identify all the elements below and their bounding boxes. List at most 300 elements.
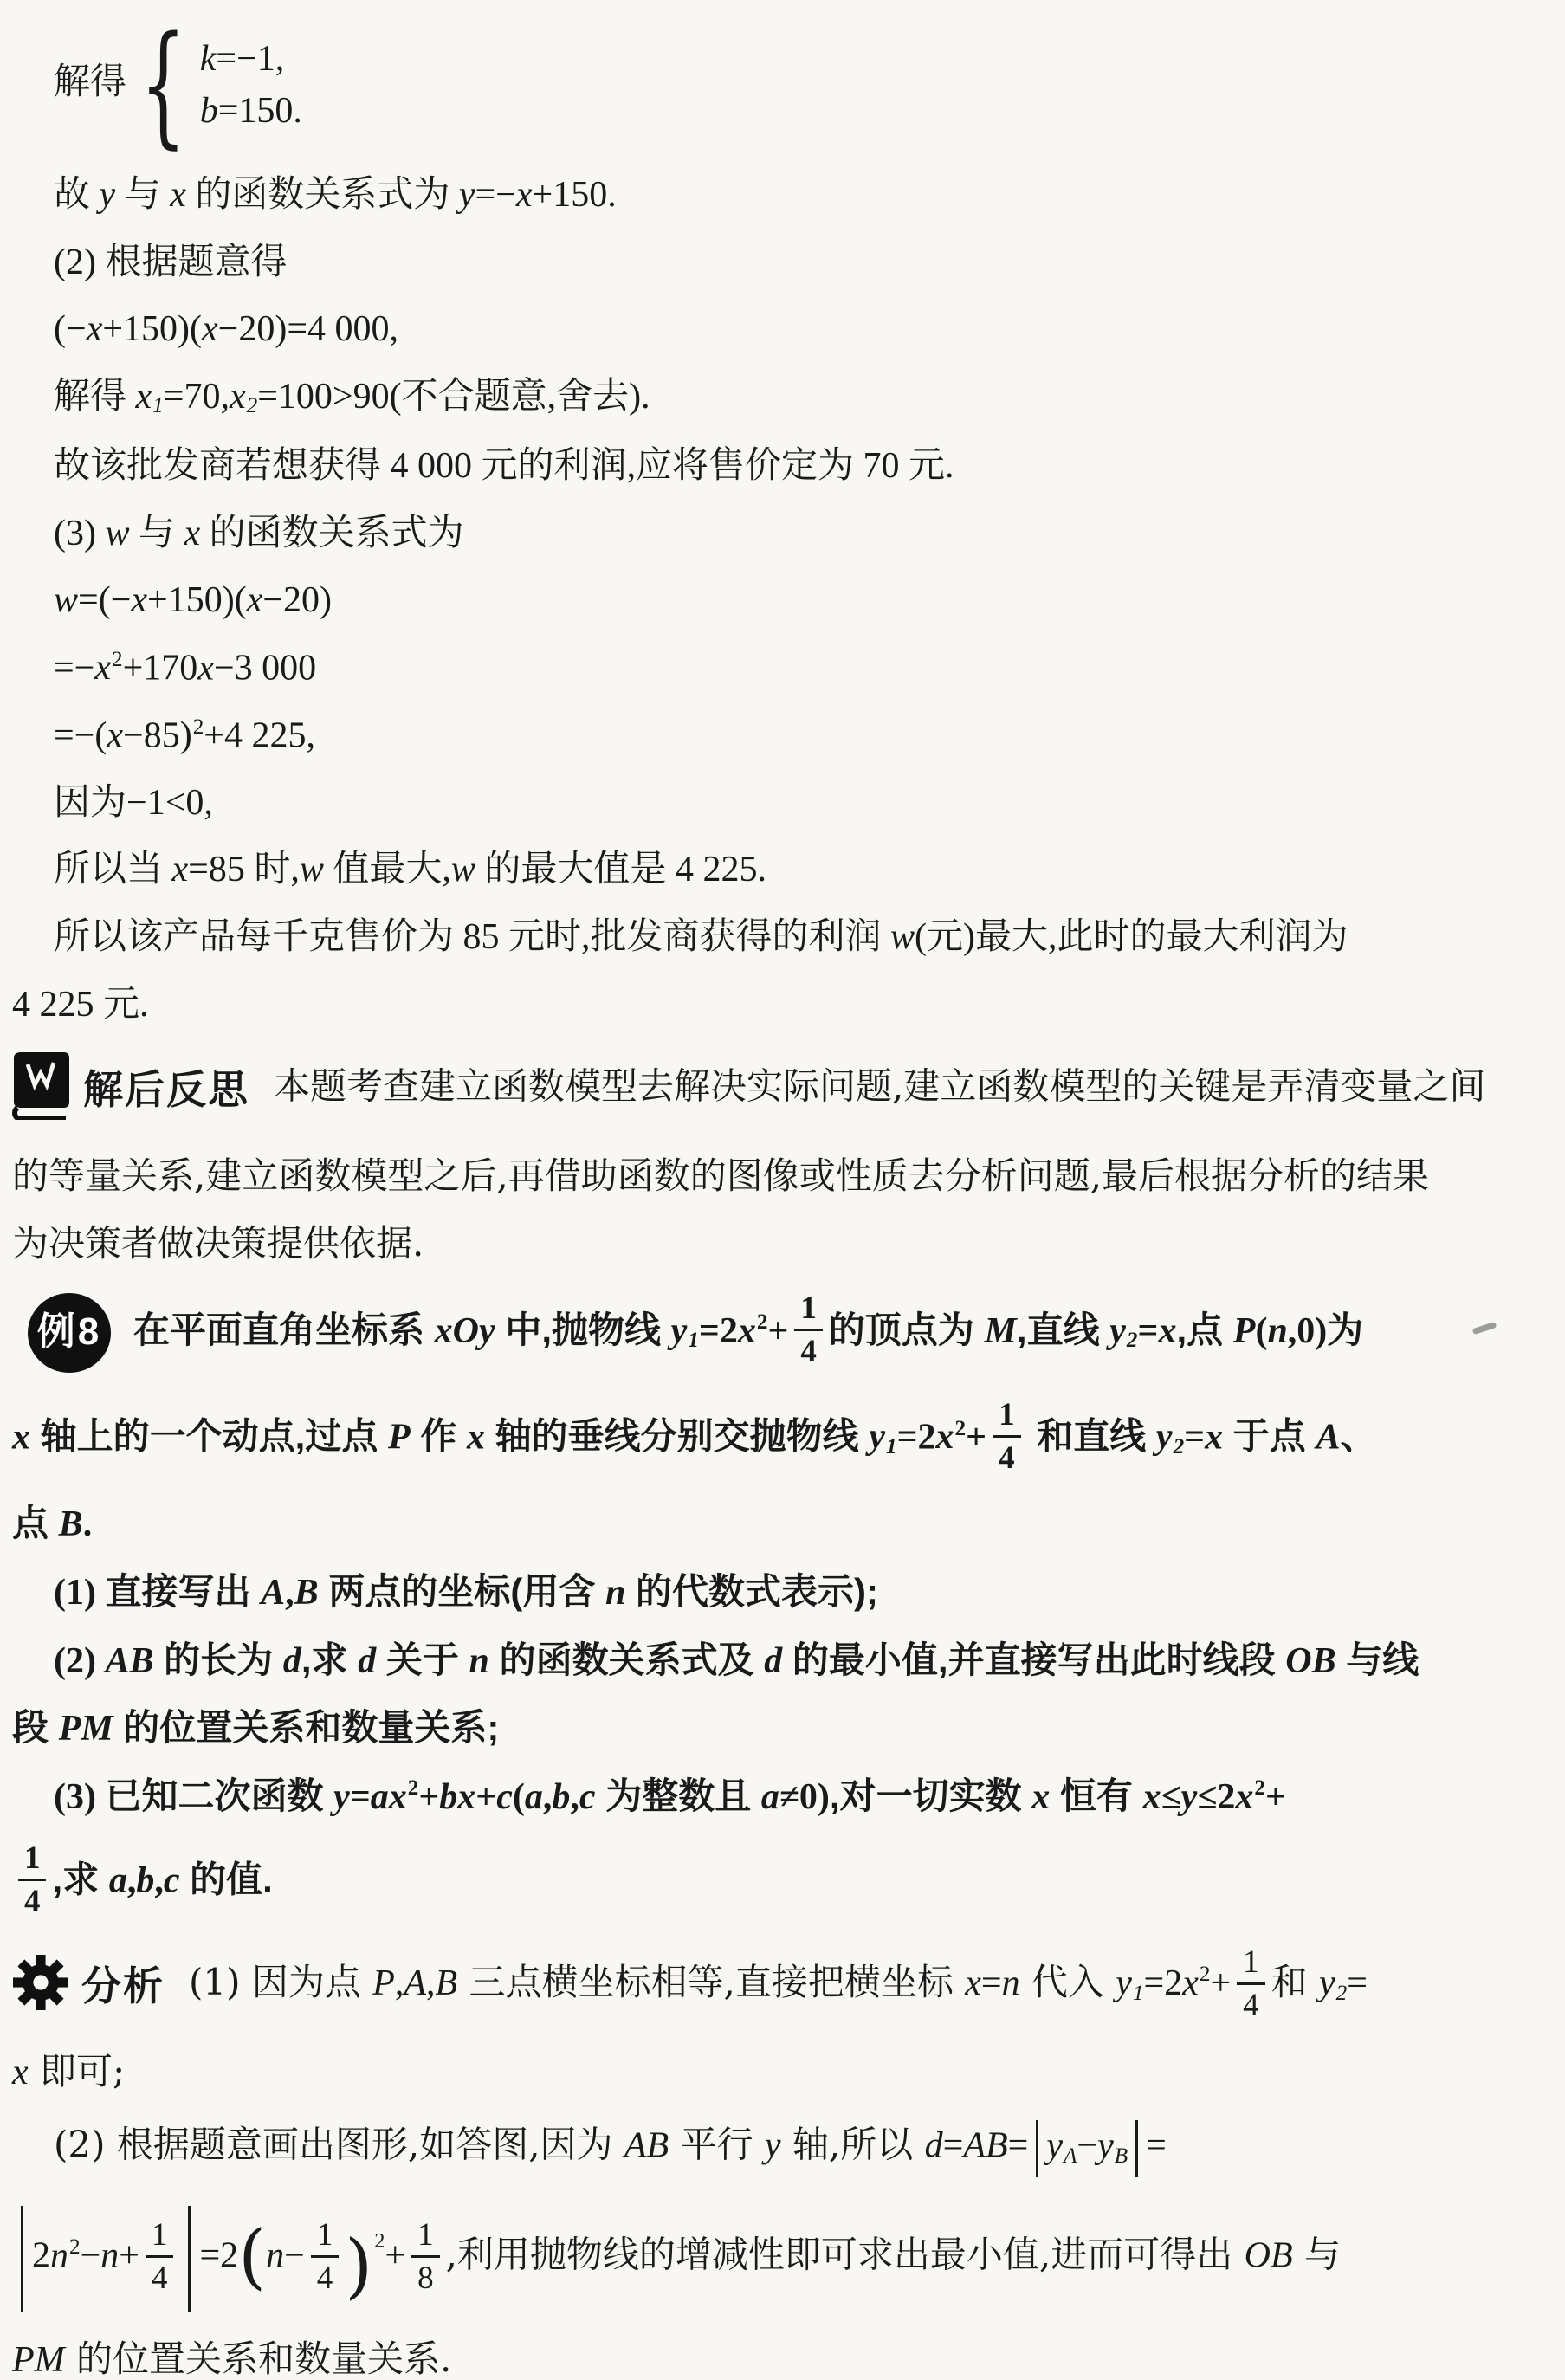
subscript: 2 xyxy=(1335,1981,1348,2005)
math-variable: a xyxy=(524,1776,543,1817)
text-run: 的代数式表示); xyxy=(625,1571,879,1612)
math-run: (− xyxy=(54,309,87,350)
solution-line xyxy=(12,514,1556,553)
math-run: ( xyxy=(512,1776,525,1817)
math-run: 2 xyxy=(32,2236,50,2277)
denominator: 4 xyxy=(316,2259,333,2295)
math-run: =100>90 xyxy=(257,376,390,417)
math-run: (3) xyxy=(54,513,106,553)
math-run: , xyxy=(426,1963,436,2004)
analysis-line xyxy=(12,2120,1556,2177)
problem-line xyxy=(12,1504,1556,1544)
math-run: , xyxy=(542,1776,553,1817)
problem-line xyxy=(12,1573,1556,1613)
math-run: +150)( xyxy=(102,309,203,350)
math-variable: PM xyxy=(12,2340,65,2380)
math-variable: a xyxy=(370,1776,389,1817)
numerator: 1 xyxy=(146,2219,173,2258)
math-variable: $x^2$ xyxy=(1235,1775,1265,1817)
superscript: 2 xyxy=(374,2229,385,2254)
subscript: 2 xyxy=(1126,1329,1138,1353)
math-variable: a xyxy=(108,1860,127,1901)
fraction xyxy=(794,1292,822,1368)
math-variable: w xyxy=(299,850,324,890)
math-variable: AB xyxy=(963,2126,1008,2167)
math-variable: $x^2$ xyxy=(94,647,123,689)
formula-line xyxy=(12,649,1556,688)
text-run: (元)最大,此时的最大利润为 xyxy=(915,917,1348,957)
text-run: 所以该产品每千克售价为 xyxy=(54,917,463,957)
math-run: ( xyxy=(1255,1310,1268,1351)
text-run: ,对一切实数 xyxy=(829,1775,1032,1816)
math-variable: x xyxy=(1031,1776,1051,1817)
math-variable: M xyxy=(984,1310,1017,1351)
reflection-line xyxy=(12,1222,1556,1265)
solution-line xyxy=(12,850,1556,889)
reflection-heading xyxy=(12,1052,1556,1129)
text-run: 的长为 xyxy=(153,1639,283,1680)
math-run: , xyxy=(154,1860,164,1901)
text-run xyxy=(191,40,302,131)
math-variable: c xyxy=(579,1776,596,1817)
text-run: 三点横坐标相等,直接把横坐标 xyxy=(457,1961,966,2004)
text-run: ( xyxy=(238,2215,267,2299)
subscript: 2 xyxy=(246,394,258,418)
math-variable: x xyxy=(131,580,148,621)
math-variable: xOy xyxy=(434,1310,495,1351)
math-run: ≠0) xyxy=(779,1776,830,1817)
numerator: 1 xyxy=(1237,1946,1264,1985)
math-variable: y2 xyxy=(1155,1417,1185,1458)
math-run: , xyxy=(126,1860,137,1901)
math-variable: n xyxy=(1267,1310,1288,1351)
absolute-value-bar xyxy=(21,2206,23,2312)
text-run: 元的利润,应将售价定为 xyxy=(481,446,863,487)
math-run: ≤ xyxy=(1161,1776,1181,1817)
text-run: 点 xyxy=(12,1503,59,1544)
text-run: 值最大, xyxy=(323,850,451,890)
text-run: 作 xyxy=(410,1415,468,1457)
text-run: 即可; xyxy=(28,2049,126,2092)
section-label: 分析 xyxy=(81,1963,165,2009)
math-variable: x1 xyxy=(135,376,164,418)
text-run: 所以当 xyxy=(54,850,172,890)
subscript: 1 xyxy=(1132,1981,1144,2005)
problem-line xyxy=(12,1840,1556,1920)
math-variable: x xyxy=(467,1417,486,1458)
math-run: =− xyxy=(475,175,516,216)
text-run: ) xyxy=(345,2225,373,2308)
text-run: 、 xyxy=(1340,1415,1377,1457)
math-variable: B xyxy=(294,1573,319,1613)
math-variable: B xyxy=(435,1963,458,2004)
equation-row xyxy=(200,40,302,79)
math-variable: d xyxy=(358,1640,377,1681)
math-variable: x xyxy=(86,309,103,350)
text-run: 时, xyxy=(254,850,300,890)
math-run: −1<0, xyxy=(126,782,213,823)
math-variable: OB xyxy=(1285,1640,1336,1681)
book-icon xyxy=(12,1052,71,1129)
math-variable: x xyxy=(184,513,201,553)
problem-line xyxy=(12,1641,1556,1681)
fraction xyxy=(18,1842,46,1918)
text-run: 的函数关系式为 xyxy=(185,175,459,216)
formula-line xyxy=(12,581,1556,620)
math-variable: x xyxy=(1158,1310,1177,1351)
math-run: =−( xyxy=(54,715,107,756)
denominator: 4 xyxy=(800,1333,817,1369)
fraction xyxy=(311,2215,339,2295)
math-run: =− xyxy=(54,648,95,689)
text-run: 于点 xyxy=(1223,1415,1316,1457)
math-variable: B xyxy=(58,1504,83,1545)
text-run: 与线 xyxy=(1335,1639,1419,1680)
math-run: , xyxy=(394,1963,404,2004)
superscript: 2 xyxy=(112,647,123,671)
big-paren xyxy=(345,2225,385,2308)
superscript: 2 xyxy=(69,2235,81,2260)
formula-line xyxy=(12,716,1556,755)
solution-line xyxy=(12,918,1556,957)
math-run: =150. xyxy=(217,91,302,132)
text-run: (2) 根据题意画出图形,如答图,因为 xyxy=(54,2124,624,2167)
solution-line xyxy=(12,243,1556,282)
text-run: 的位置关系和数量关系; xyxy=(113,1707,500,1749)
text-run: 代入 xyxy=(1019,1961,1116,2004)
text-run: 的函数关系式及 xyxy=(488,1639,765,1680)
absolute-value-bar xyxy=(1135,2120,1138,2177)
math-variable: $x^2$ xyxy=(388,1775,419,1817)
math-variable: x xyxy=(197,648,214,689)
big-paren xyxy=(238,2215,267,2299)
math-run: 70 xyxy=(863,446,909,487)
text-run: 与 xyxy=(115,175,171,216)
text-run: 关于 xyxy=(376,1639,469,1680)
subscript: 1 xyxy=(152,394,164,418)
problem-line xyxy=(12,1777,1556,1817)
math-run: = xyxy=(942,2126,964,2167)
numerator: 1 xyxy=(18,1842,46,1881)
example-badge: 例8 xyxy=(28,1293,111,1373)
solution-line xyxy=(12,378,1556,418)
fraction xyxy=(411,2215,439,2295)
math-variable: x xyxy=(515,175,533,216)
math-variable: $x^2$ xyxy=(737,1310,768,1351)
text-run: 元时,批发商获得的利润 xyxy=(508,917,891,957)
analysis-heading xyxy=(12,1943,1556,2024)
fraction xyxy=(993,1395,1020,1475)
math-run: (2) xyxy=(54,242,106,282)
math-variable: AB xyxy=(105,1640,154,1681)
solution-line xyxy=(12,447,1556,486)
math-variable: x xyxy=(1142,1776,1161,1817)
math-variable: n xyxy=(1001,1963,1020,2004)
solution-line xyxy=(12,784,1556,823)
text-run: ,利用抛物线的增减性即可求出最小值,进而可得出 xyxy=(445,2234,1245,2277)
subscript: 2 xyxy=(1173,1434,1185,1458)
math-run: + xyxy=(966,1417,987,1458)
math-variable: b xyxy=(199,91,218,132)
text-run: 的函数关系式为 xyxy=(200,513,464,553)
math-run: + xyxy=(1210,1963,1232,2004)
math-run: −3 000 xyxy=(213,648,317,689)
math-run: −20)=4 000, xyxy=(217,309,399,350)
math-run: = xyxy=(980,1963,1002,2004)
math-variable: $x^2$ xyxy=(1182,1963,1211,2004)
math-variable: P xyxy=(372,1963,395,2004)
math-variable: x xyxy=(107,715,124,756)
math-variable: P xyxy=(388,1417,411,1458)
math-variable: x xyxy=(12,2052,29,2092)
text-run: ,点 xyxy=(1176,1309,1233,1350)
system-brace: { xyxy=(139,8,186,161)
reflection-line xyxy=(12,1154,1556,1197)
subscript: 1 xyxy=(886,1434,897,1458)
math-variable: d xyxy=(282,1640,301,1681)
gear-icon xyxy=(12,1954,69,2020)
math-run: = xyxy=(1347,1963,1368,2004)
math-run: =2 xyxy=(698,1310,738,1351)
math-run: +4 225, xyxy=(204,715,315,756)
subscript: B xyxy=(1114,2144,1128,2168)
math-run: =85 xyxy=(188,850,255,890)
text-run: 的最大值是 xyxy=(475,850,676,890)
text-run: 为 xyxy=(1327,1309,1364,1350)
math-run: = xyxy=(1184,1417,1206,1458)
superscript: 2 xyxy=(1199,1963,1211,1987)
math-run: − xyxy=(284,2236,305,2277)
math-run: −85 xyxy=(123,715,180,756)
math-variable: y xyxy=(458,175,475,216)
text-run: 和直线 xyxy=(1026,1415,1156,1457)
math-variable: n xyxy=(605,1573,626,1613)
absolute-value-bar xyxy=(1036,2120,1038,2177)
denominator: 8 xyxy=(417,2259,434,2295)
math-run: − xyxy=(1077,2126,1098,2167)
math-variable: A xyxy=(1316,1417,1341,1458)
denominator: 4 xyxy=(999,1439,1015,1475)
math-variable: b xyxy=(136,1860,155,1901)
math-variable: x xyxy=(171,850,189,890)
math-variable: A xyxy=(261,1573,286,1613)
text-run: 故 xyxy=(54,175,100,216)
text-run: (1) 因为点 xyxy=(189,1961,373,2004)
math-run: = xyxy=(1007,2126,1029,2167)
math-run: , xyxy=(285,1573,294,1613)
solution-line xyxy=(12,986,1556,1025)
text-run: 的顶点为 xyxy=(828,1309,985,1350)
math-run: +170 xyxy=(122,648,198,689)
analysis-formula-line xyxy=(12,2206,1556,2312)
math-variable: bx xyxy=(439,1776,476,1817)
superscript: 2 xyxy=(407,1775,419,1800)
denominator: 4 xyxy=(24,1883,41,1919)
math-run: + xyxy=(767,1310,789,1351)
math-variable: d xyxy=(924,2126,943,2167)
math-run: (2) xyxy=(54,1640,106,1681)
text-run: 和 xyxy=(1271,1961,1319,2004)
math-run: 85 xyxy=(462,917,509,957)
math-variable: n xyxy=(266,2236,285,2277)
text-run: 段 xyxy=(12,1707,59,1749)
text-run: 轴,所以 xyxy=(780,2124,925,2167)
text-run: 的等量关系,建立函数模型之后,再借助函数的图像或性质去分析问题,最后根据分析的结果 xyxy=(12,1154,1430,1197)
analysis-line xyxy=(12,2340,1556,2380)
text-run: 与 xyxy=(1292,2234,1341,2277)
equation-system-line xyxy=(12,8,1556,161)
problem-line xyxy=(12,1395,1556,1477)
text-run: 已知二次函数 xyxy=(105,1775,334,1816)
section-label: 解后反思 xyxy=(83,1067,249,1113)
math-variable: x xyxy=(1205,1417,1224,1458)
superscript: 2 xyxy=(1254,1775,1265,1800)
math-run: =−1, xyxy=(216,38,285,79)
math-variable: b xyxy=(552,1776,571,1817)
math-run: +150)( xyxy=(147,580,247,621)
math-variable: w xyxy=(450,850,475,890)
math-variable: x xyxy=(246,580,263,621)
math-run: =2 xyxy=(1143,1963,1183,2004)
text-run: ,直线 xyxy=(1016,1309,1110,1350)
math-variable: x2 xyxy=(229,376,258,418)
fraction xyxy=(146,2215,173,2295)
math-run: ,0) xyxy=(1287,1310,1328,1351)
math-variable: c xyxy=(163,1860,180,1901)
text-run: (不合题意,舍去). xyxy=(389,376,650,417)
math-variable: c xyxy=(496,1776,513,1817)
math-run: + xyxy=(385,2236,406,2277)
math-variable: x xyxy=(12,1417,30,1458)
equation-system xyxy=(130,8,302,161)
math-run: ≤2 xyxy=(1197,1776,1236,1817)
math-variable: A xyxy=(404,1963,427,2004)
math-variable: y xyxy=(764,2126,781,2167)
math-variable: y2 xyxy=(1319,1963,1348,2005)
formula-line xyxy=(12,310,1556,349)
solution-line xyxy=(12,176,1556,215)
denominator: 4 xyxy=(1243,1986,1259,2022)
math-variable: y1 xyxy=(869,1417,897,1458)
math-variable: AB xyxy=(624,2126,669,2167)
math-run: − xyxy=(80,2236,101,2277)
math-run: (3) xyxy=(54,1776,106,1817)
text-run: 直接写出 xyxy=(105,1571,262,1612)
math-variable: w xyxy=(54,580,79,621)
analysis-line xyxy=(12,2049,1556,2092)
text-run: 因为 xyxy=(54,782,127,823)
problem-line xyxy=(12,1709,1556,1749)
superscript: 2 xyxy=(192,715,204,739)
math-run: . xyxy=(82,1504,93,1545)
text-run: 轴的垂线分别交抛物线 xyxy=(485,1415,870,1457)
math-run: = xyxy=(1146,2126,1167,2167)
numerator: 1 xyxy=(993,1399,1020,1438)
math-variable: w xyxy=(890,917,915,957)
math-run: =(− xyxy=(78,580,132,621)
text-run: 解得 xyxy=(54,376,136,417)
text-run: 为整数且 xyxy=(595,1775,761,1816)
math-run: 4 225 xyxy=(12,984,103,1025)
text-run: 的位置关系和数量关系. xyxy=(64,2338,452,2380)
math-variable: yB xyxy=(1097,2126,1128,2168)
math-variable: n xyxy=(100,2236,120,2277)
superscript: 2 xyxy=(756,1310,768,1335)
text-run: 与 xyxy=(129,513,184,553)
math-variable: x xyxy=(965,1963,981,2004)
subscript: 1 xyxy=(688,1329,699,1353)
subscript: A xyxy=(1063,2144,1077,2168)
math-variable: n xyxy=(469,1640,489,1681)
text-run: 平行 xyxy=(669,2124,765,2167)
numerator: 1 xyxy=(411,2219,439,2258)
absolute-value-bar xyxy=(188,2206,191,2312)
math-variable: yA xyxy=(1046,2126,1077,2168)
text-run: ,求 xyxy=(301,1639,359,1680)
math-variable: y1 xyxy=(670,1310,699,1353)
text-run: 解得 xyxy=(54,61,127,102)
math-variable: a xyxy=(760,1776,779,1817)
math-variable: d xyxy=(764,1640,783,1681)
math-variable: y xyxy=(333,1776,350,1817)
text-run: 为决策者做决策提供依据. xyxy=(12,1222,424,1265)
text-run: ,求 xyxy=(52,1859,109,1900)
text-run: 两点的坐标(用含 xyxy=(318,1571,606,1612)
math-run: )$^2$ xyxy=(179,715,204,756)
text-run: 故该批发商若想获得 xyxy=(54,446,391,487)
text-run: 的值. xyxy=(179,1859,273,1900)
math-run: −20) xyxy=(262,580,333,621)
equation-row xyxy=(200,92,302,131)
text-run: 元. xyxy=(103,984,149,1025)
math-run: = xyxy=(1137,1310,1159,1351)
text-run: 根据题意得 xyxy=(105,242,288,282)
math-variable: y1 xyxy=(1116,1963,1144,2005)
math-variable: x xyxy=(202,309,218,350)
math-variable: y xyxy=(99,175,116,216)
math-run: =2 xyxy=(199,2236,239,2277)
math-variable: k xyxy=(199,38,217,79)
math-run: =2 xyxy=(896,1417,936,1458)
math-run: + xyxy=(418,1776,440,1817)
text-run: 在平面直角坐标系 xyxy=(133,1309,435,1350)
superscript: 2 xyxy=(954,1416,967,1440)
text-run: 的最小值,并直接写出此时线段 xyxy=(782,1639,1286,1680)
numerator: 1 xyxy=(311,2219,339,2258)
math-variable: P xyxy=(1232,1310,1256,1351)
math-variable: y2 xyxy=(1109,1310,1138,1353)
text-run: 元. xyxy=(909,446,954,487)
math-run: =70, xyxy=(163,376,230,417)
text-run: 恒有 xyxy=(1050,1775,1143,1816)
text-run: 轴上的一个动点,过点 xyxy=(30,1415,389,1457)
denominator: 4 xyxy=(151,2259,168,2295)
math-run: +150. xyxy=(532,175,617,216)
math-run: 4 225. xyxy=(675,850,766,890)
text-run: 本题考查建立函数模型去解决实际问题,建立函数模型的关键是弄清变量之间 xyxy=(274,1064,1486,1108)
math-run: (1) xyxy=(54,1573,106,1613)
example-heading xyxy=(12,1290,1556,1373)
math-run: + xyxy=(1264,1776,1286,1817)
fraction xyxy=(1237,1943,1264,2022)
math-variable: PM xyxy=(58,1709,113,1749)
math-variable: x xyxy=(170,175,186,216)
math-variable: y xyxy=(1180,1776,1198,1817)
math-run: + xyxy=(119,2236,139,2277)
math-variable: w xyxy=(105,513,130,553)
math-variable: $x^2$ xyxy=(935,1416,967,1458)
math-variable: OB xyxy=(1244,2236,1293,2277)
